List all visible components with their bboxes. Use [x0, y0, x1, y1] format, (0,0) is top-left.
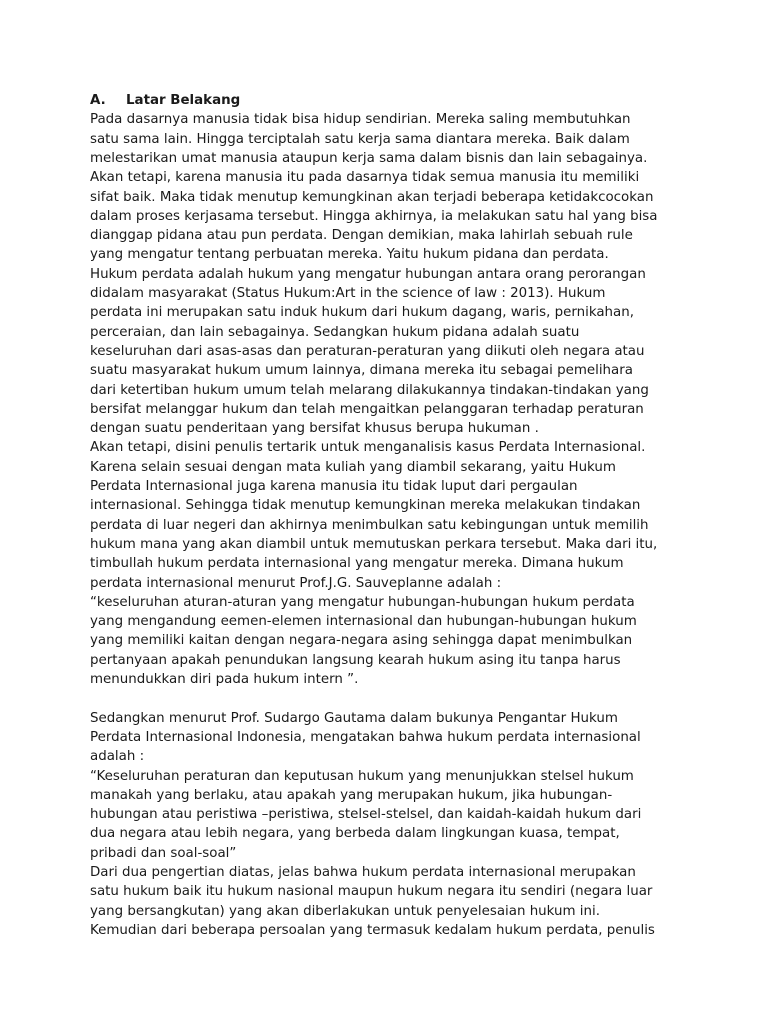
text-line: dianggap pidana atau pun perdata. Dengan demikian, maka lahirlah sebuah rule: [90, 228, 633, 244]
text-line: manakah yang berlaku, atau apakah yang merupakan hukum, jika hubungan-: [90, 787, 613, 803]
text-line: dari ketertiban hukum umum telah melarang dilakukannya tindakan-tindakan yang: [90, 382, 649, 398]
text-line: satu hukum baik itu hukum nasional maupun hukum negara itu sendiri (negara luar: [90, 884, 653, 900]
text-line: Karena selain sesuai dengan mata kuliah yang diambil sekarang, yaitu Hukum: [90, 459, 616, 475]
text-line: Akan tetapi, disini penulis tertarik untuk menganalisis kasus Perdata Internasional.: [90, 440, 646, 456]
text-line: bersifat melanggar hukum dan telah mengaitkan pelanggaran terhadap peraturan: [90, 401, 644, 417]
text-line: menundukkan diri pada hukum intern ”.: [90, 672, 359, 688]
text-line: “Keseluruhan peraturan dan keputusan hukum yang menunjukkan stelsel hukum: [90, 768, 634, 784]
text-line: “keseluruhan aturan-aturan yang mengatur hubungan-hubungan hukum perdata: [90, 594, 635, 610]
text-line: suatu masyarakat hukum umum lainnya, dimana mereka itu sebagai pemelihara: [90, 363, 633, 379]
text-line: internasional. Sehingga tidak menutup kemungkinan mereka melakukan tindakan: [90, 498, 641, 514]
text-line: Perdata Internasional juga karena manusia itu tidak luput dari pergaulan: [90, 479, 578, 495]
text-line: Perdata Internasional Indonesia, mengatakan bahwa hukum perdata internasional: [90, 729, 641, 745]
text-line: timbullah hukum perdata internasional yang mengatur mereka. Dimana hukum: [90, 556, 624, 572]
text-line: perdata internasional menurut Prof.J.G. Sauveplanne adalah :: [90, 575, 502, 591]
text-line: adalah :: [90, 749, 145, 765]
text-line: hukum mana yang akan diambil untuk memutuskan perkara tersebut. Maka dari itu,: [90, 536, 658, 552]
text-line: dua negara atau lebih negara, yang berbeda dalam lingkungan kuasa, tempat,: [90, 826, 620, 842]
text-line: dalam proses kerjasama tersebut. Hingga akhirnya, ia melakukan satu hal yang bisa: [90, 208, 658, 224]
text-line: Dari dua pengertian diatas, jelas bahwa hukum perdata internasional merupakan: [90, 864, 636, 880]
section-heading: [90, 91, 708, 110]
text-line: sifat baik. Maka tidak menutup kemungkinan akan terjadi beberapa ketidakcocokan: [90, 189, 654, 205]
section-number: A.: [90, 93, 106, 108]
text-line: satu sama lain. Hingga terciptalah satu kerja sama diantara mereka. Baik dalam: [90, 131, 630, 147]
text-line: perdata ini merupakan satu induk hukum dari hukum dagang, waris, pernikahan,: [90, 305, 634, 321]
text-line: yang mengatur tentang perbuatan mereka. Yaitu hukum pidana dan perdata.: [90, 247, 609, 263]
text-line: hubungan atau peristiwa –peristiwa, stelsel-stelsel, dan kaidah-kaidah hukum dari: [90, 807, 642, 823]
text-line: keseluruhan dari asas-asas dan peraturan-peraturan yang diikuti oleh negara atau: [90, 343, 645, 359]
blank-line: [90, 689, 708, 708]
text-line: perdata di luar negeri dan akhirnya menimbulkan satu kebingungan untuk memilih: [90, 517, 649, 533]
text-line: Hukum perdata adalah hukum yang mengatur hubungan antara orang perorangan: [90, 266, 646, 282]
text-line: yang bersangkutan) yang akan diberlakukan untuk penyelesaian hukum ini.: [90, 903, 600, 919]
text-line: yang memiliki kaitan dengan negara-negara asing sehingga dapat menimbulkan: [90, 633, 633, 649]
text-line: didalam masyarakat (Status Hukum:Art in the science of law : 2013). Hukum: [90, 286, 606, 302]
body-text: [90, 110, 708, 940]
section-title: Latar Belakang: [126, 93, 241, 108]
text-line: Pada dasarnya manusia tidak bisa hidup sendirian. Mereka saling membutuhkan: [90, 112, 631, 128]
text-line: melestarikan umat manusia ataupun kerja sama dalam bisnis dan lain sebagainya.: [90, 151, 648, 166]
text-line: Sedangkan menurut Prof. Sudargo Gautama dalam bukunya Pengantar Hukum: [90, 710, 618, 726]
text-line: Kemudian dari beberapa persoalan yang termasuk kedalam hukum perdata, penulis: [90, 922, 655, 938]
text-line: yang mengandung eemen-elemen internasional dan hubungan-hubungan hukum: [90, 614, 637, 630]
text-line: pribadi dan soal-soal”: [90, 845, 237, 861]
text-line: Akan tetapi, karena manusia itu pada dasarnya tidak semua manusia itu memiliki: [90, 170, 640, 186]
text-line: pertanyaan apakah penundukan langsung kearah hukum asing itu tanpa harus: [90, 652, 621, 668]
text-line: perceraian, dan lain sebagainya. Sedangkan hukum pidana adalah suatu: [90, 324, 580, 340]
text-line: dengan suatu penderitaan yang bersifat khusus berupa hukuman .: [90, 421, 539, 437]
